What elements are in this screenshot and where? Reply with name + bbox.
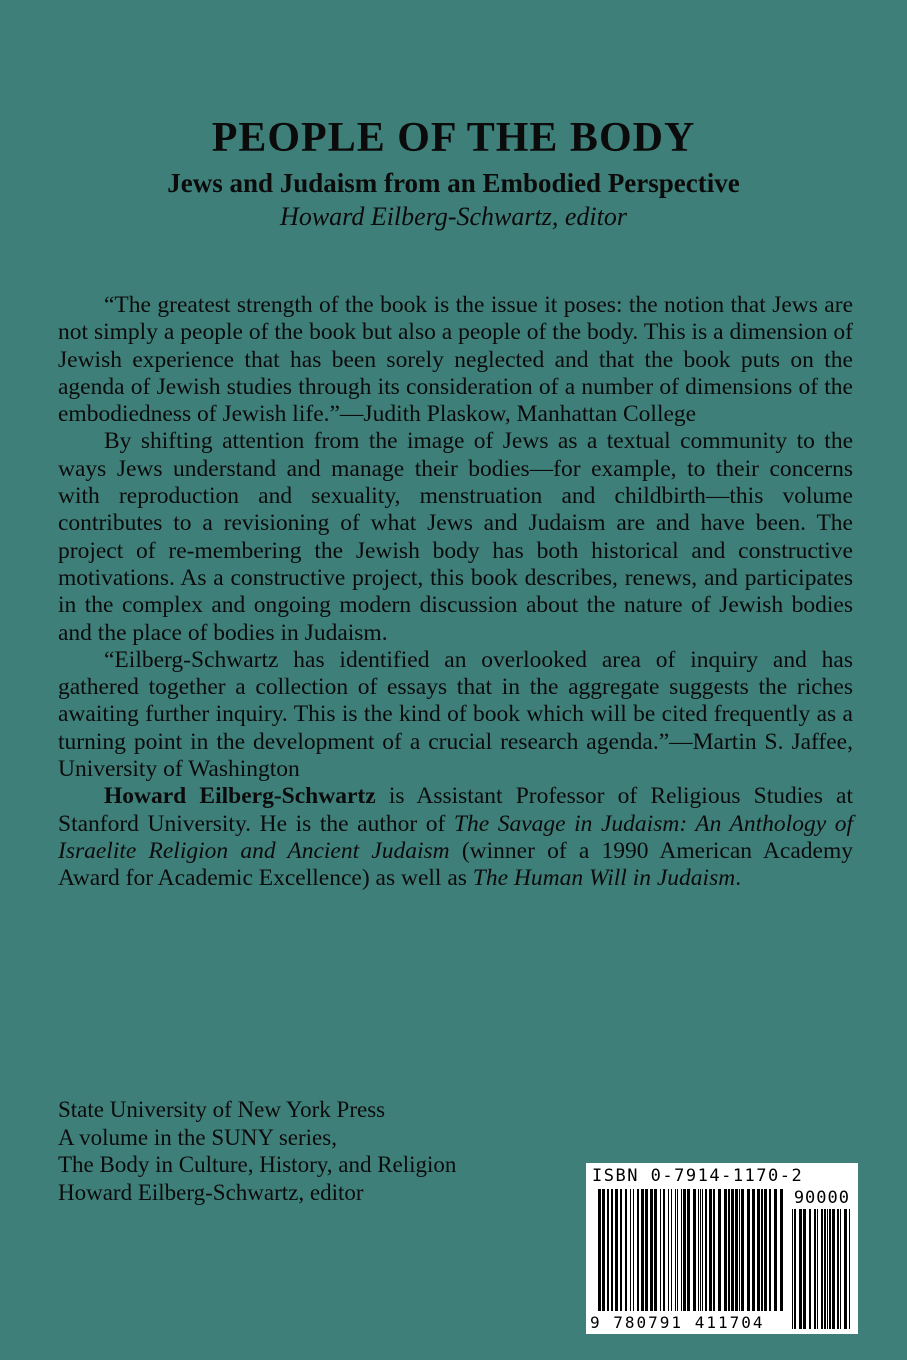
ean-bar: [645, 1189, 648, 1311]
barcode: [586, 1163, 858, 1334]
addon-bar: [827, 1209, 828, 1329]
ean-bar: [687, 1189, 690, 1311]
book-subtitle: Jews and Judaism from an Embodied Perspective: [167, 168, 740, 198]
book-editor: Howard Eilberg-Schwartz, editor: [280, 202, 627, 231]
review-quote-plaskow: “The greatest strength of the book is the issue it poses: the notion that Jews are not simply a people of the book but also a people of the body. This is a dimension of Jewish experience that has been sorely neglected and that the book puts on the agenda of Jewish studies through its consideration of a number of dimensions of the embodiedness of Jewish life.”—Judith Plaskow, Manhattan College: [58, 292, 853, 428]
ean-bar: [702, 1189, 703, 1311]
ean-bar: [764, 1189, 767, 1311]
author-name: Howard Eilberg-Schwartz: [104, 783, 376, 810]
addon-bar: [832, 1209, 835, 1329]
back-cover-text: [58, 292, 853, 893]
ean-bar: [683, 1189, 686, 1311]
ean-bar: [728, 1189, 730, 1311]
ean-bar: [671, 1189, 672, 1311]
book-title-savage: The Savage in Judaism: An Anthology of Israelite Religion and Ancient Judaism: [58, 810, 853, 864]
series-line: A volume in the SUNY series,: [58, 1124, 337, 1150]
addon-bar: [817, 1209, 818, 1329]
ean-bar: [598, 1189, 601, 1311]
ean-bar: [615, 1189, 618, 1311]
book-description: By shifting attention from the image of Jews as a textual community to the ways Jews understand and manage their bodies—for example, to their concerns with reproduction and sexuality, menstruation and childbirth—this volume contributes to a revisioning of what Jews and Judaism are and have been. The project of re-membering the Jewish body has both historical and constructive motivations. As a constructive project, this book describes, renews, and participates in the complex and ongoing modern discussion about the nature of Jewish bodies and the place of bodies in Judaism.: [58, 428, 853, 646]
ean-bar: [607, 1189, 609, 1311]
ean-bar: [769, 1189, 771, 1311]
publisher-info: [58, 1096, 456, 1206]
ean-bar: [735, 1189, 738, 1311]
ean-bar: [700, 1189, 701, 1311]
ean-bar: [677, 1189, 678, 1311]
ean-bar: [739, 1189, 740, 1311]
ean-bar: [625, 1189, 627, 1311]
ean-bar: [630, 1189, 631, 1311]
ean-bar: [654, 1189, 657, 1311]
review-quote-jaffee: “Eilberg-Schwartz has identified an overlooked area of inquiry and has gathered together a collection of essays that in the aggregate suggests the riches awaiting further inquiry. This is the kind of book which will be cited frequently as a turning point in the development of a crucial research agenda.”—Martin S. Jaffee, University of Washington: [58, 646, 853, 783]
ean-bar: [698, 1189, 699, 1311]
ean-bar: [713, 1189, 715, 1311]
ean-bar: [660, 1189, 661, 1311]
ean-bar: [718, 1189, 721, 1311]
addon-bar: [794, 1209, 796, 1329]
addon-bar: [814, 1209, 816, 1329]
ean-bar: [650, 1189, 653, 1311]
addon-bar: [821, 1209, 823, 1329]
price-code: 90000: [793, 1188, 850, 1208]
addon-bar: [829, 1209, 831, 1329]
ean-bar: [724, 1189, 727, 1311]
ean-bar: [731, 1189, 734, 1311]
addon-bar: [792, 1209, 793, 1329]
ean-bar: [675, 1189, 676, 1311]
ean-bar: [602, 1189, 605, 1311]
ean-bar: [637, 1189, 639, 1311]
ean-bar: [611, 1189, 613, 1311]
ean-bar: [780, 1189, 783, 1311]
ean-bar: [633, 1189, 634, 1311]
addon-bar: [840, 1209, 841, 1329]
book-title: PEOPLE OF THE BODY: [211, 115, 696, 161]
addon-bar: [849, 1209, 850, 1329]
book-title-human-will: The Human Will in Judaism: [472, 865, 736, 892]
ean-bar: [747, 1189, 750, 1311]
ean-bar: [741, 1189, 744, 1311]
ean-bar: [668, 1189, 669, 1311]
series-editor: Howard Eilberg-Schwartz, editor: [58, 1179, 364, 1205]
ean-bar: [761, 1189, 763, 1311]
ean-bar: [663, 1189, 665, 1311]
isbn-label: ISBN 0-7914-1170-2: [592, 1166, 804, 1186]
ean-bar: [620, 1189, 622, 1311]
addon-bar: [824, 1209, 826, 1329]
addon-bar: [837, 1209, 839, 1329]
addon-bar: [803, 1209, 806, 1329]
addon-bar: [799, 1209, 802, 1329]
addon-bar: [809, 1209, 811, 1329]
ean-bar: [757, 1189, 760, 1311]
barcode-bars: [586, 1163, 858, 1334]
ean-bar: [681, 1189, 682, 1311]
title-block: [0, 112, 907, 234]
ean-bar: [774, 1189, 777, 1311]
ean-bar: [693, 1189, 696, 1311]
ean-bar: [709, 1189, 712, 1311]
ean-bar: [752, 1189, 755, 1311]
ean-number: 9 780791 411704: [590, 1313, 765, 1332]
ean-bar: [641, 1189, 644, 1311]
addon-bar: [844, 1209, 847, 1329]
publisher-name: State University of New York Press: [58, 1097, 386, 1122]
ean-bar: [705, 1189, 707, 1311]
author-bio: Howard Eilberg-Schwartz is Assistant Professor of Religious Studies at Stanford University. He is the author of The Savage in Judaism: An Anthology of Israelite Religion and Ancient Judaism (winner of a 1990 American Academy Award for Academic Excellence) as well as The Human Will in Judaism.: [58, 783, 853, 892]
series-title: The Body in Culture, History, and Religion: [58, 1152, 457, 1177]
